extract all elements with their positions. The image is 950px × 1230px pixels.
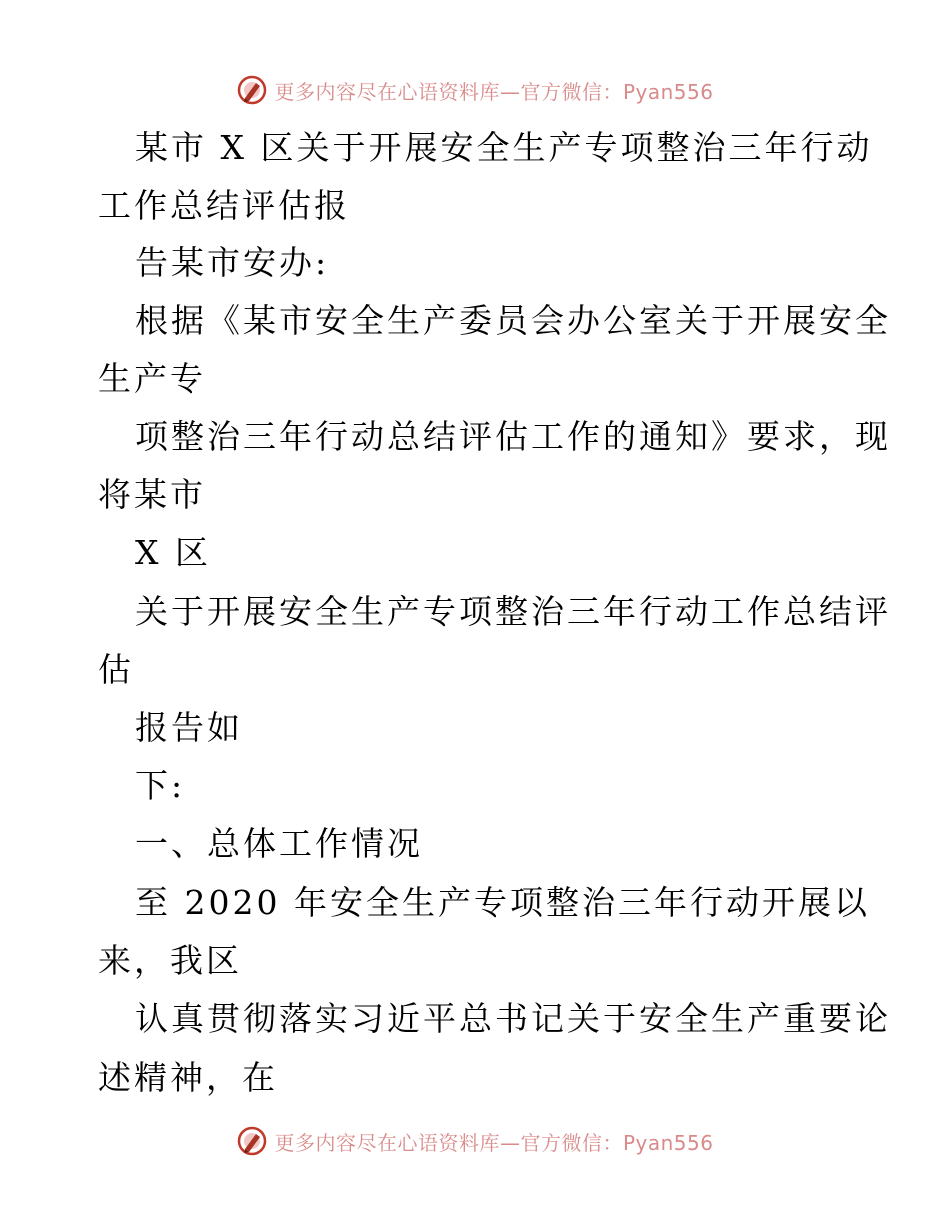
- document-title-line-1: 某市 X 区关于开展安全生产专项整治三年行动: [135, 128, 873, 167]
- paragraph-line: 估: [98, 650, 134, 689]
- section-heading: 一、总体工作情况: [135, 824, 423, 863]
- paragraph-line: 下:: [135, 766, 186, 805]
- paragraph-line: 生产专: [98, 359, 206, 398]
- watermark-text: 更多内容尽在心语资料库—官方微信：Pyan556: [274, 1130, 714, 1155]
- footer-watermark: [0, 1121, 950, 1161]
- paragraph-line: 报告如: [135, 708, 243, 747]
- paragraph-line: 根据《某市安全生产委员会办公室关于开展安全: [135, 301, 891, 340]
- paragraph-line: 来，我区: [98, 941, 242, 980]
- paragraph-line: 认真贯彻落实习近平总书记关于安全生产重要论: [135, 999, 891, 1038]
- paragraph-line: 述精神，在: [98, 1058, 278, 1097]
- paragraph-line: 项整治三年行动总结评估工作的通知》要求，现: [135, 417, 891, 456]
- paragraph-line: 关于开展安全生产专项整治三年行动工作总结评: [135, 592, 891, 631]
- paragraph-line: X 区: [135, 533, 211, 572]
- paragraph-line: 将某市: [98, 475, 206, 514]
- salutation: 告某市安办:: [135, 243, 330, 282]
- pen-logo-icon: [236, 1125, 268, 1157]
- document-title-line-2: 工作总结评估报: [98, 186, 350, 225]
- paragraph-line: 至 2020 年安全生产专项整治三年行动开展以: [135, 883, 870, 922]
- watermark-text: 更多内容尽在心语资料库—官方微信：Pyan556: [274, 79, 714, 104]
